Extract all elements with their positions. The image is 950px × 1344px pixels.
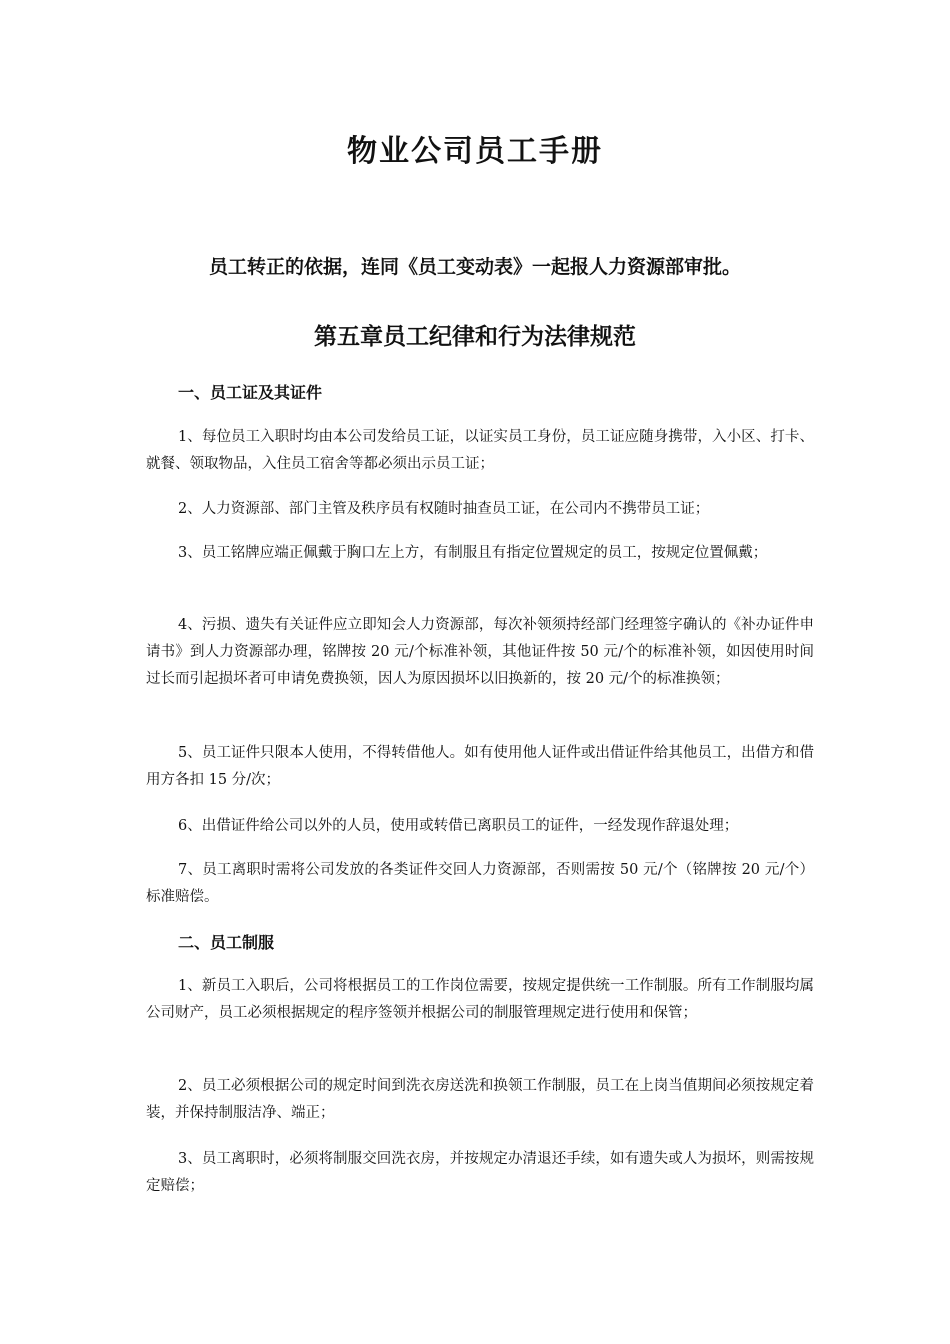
paragraph: 3、员工铭牌应端正佩戴于胸口左上方，有制服且有指定位置规定的员工，按规定位置佩戴； [178,545,768,561]
paragraph: 4、污损、遗失有关证件应立即知会人力资源部，每次补领须持经部门经理签字确认的《补办证件申请书》到人力资源部办理，铭牌按 20 元/个标准补领，其他证件按 50 元/个的标准补领，如因使用时间过长而引起损坏者可申请免费换领，因人为原因损坏以旧换新的，按 20 元/个的标准换领； [146,617,814,687]
intro-line: 员工转正的依据，连同《员工变动表》一起报人力资源部审批。 [208,256,741,278]
paragraph: 6、出借证件给公司以外的人员，使用或转借已离职员工的证件，一经发现作辞退处理； [178,818,739,834]
paragraph: 3、员工离职时，必须将制服交回洗衣房，并按规定办清退还手续，如有遗失或人为损坏，则需按规定赔偿； [146,1151,814,1194]
paragraph: 7、员工离职时需将公司发放的各类证件交回人力资源部，否则需按 50 元/个（铭牌按 20 元/个）标准赔偿。 [146,862,814,905]
section-heading-id-cards: 一、员工证及其证件 [178,383,323,402]
document-title: 物业公司员工手册 [347,134,603,169]
paragraph: 2、人力资源部、部门主管及秩序员有权随时抽查员工证，在公司内不携带员工证； [178,501,710,517]
paragraph: 2、员工必须根据公司的规定时间到洗衣房送洗和换领工作制服，员工在上岗当值期间必须按规定着装，并保持制服洁净、端正； [146,1078,814,1121]
paragraph: 1、每位员工入职时均由本公司发给员工证，以证实员工身份，员工证应随身携带，入小区、打卡、就餐、领取物品，入住员工宿舍等都必须出示员工证； [146,429,814,472]
section-heading-uniforms: 二、员工制服 [178,933,275,952]
paragraph: 1、新员工入职后，公司将根据员工的工作岗位需要，按规定提供统一工作制服。所有工作制服均属公司财产，员工必须根据规定的程序签领并根据公司的制服管理规定进行使用和保管； [146,978,814,1021]
paragraph: 5、员工证件只限本人使用，不得转借他人。如有使用他人证件或出借证件给其他员工，出借方和借用方各扣 15 分/次； [146,745,814,788]
chapter-title: 第五章员工纪律和行为法律规范 [314,324,636,350]
